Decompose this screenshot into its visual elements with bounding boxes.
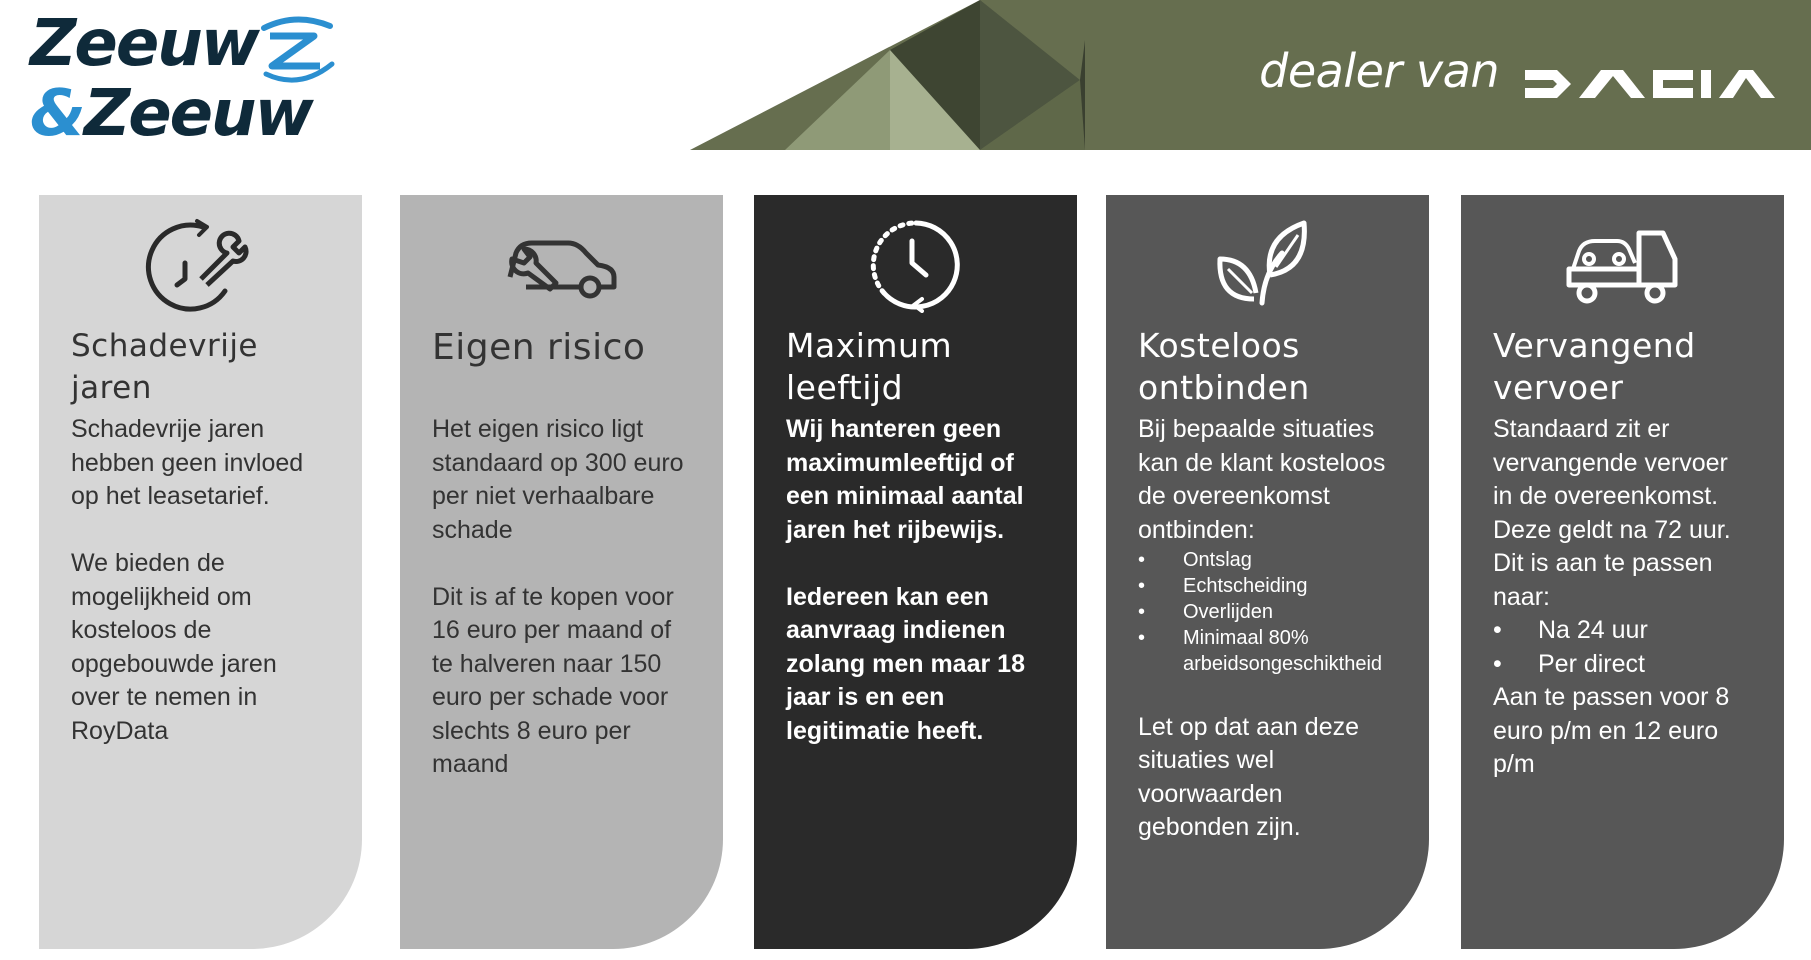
card-maximum-leeftijd (754, 195, 1077, 949)
logo-line1: Zeeuw (30, 7, 258, 81)
dealer-banner (690, 0, 1811, 150)
card-eigen-risico (400, 195, 723, 949)
card-body: Het eigen risico ligt standaard op 300 euro per niet verhaalbare schade Dit is af te kopen voor 16 euro per maand of te halveren naar 150 euro per schade voor slechts 8 euro per maand (432, 415, 684, 778)
list-item: • Na 24 uur (1493, 614, 1766, 648)
card-title: Maximum leeftijd (786, 326, 953, 407)
list-item: • Per direct (1493, 648, 1766, 682)
tow-truck-icon (1563, 213, 1683, 313)
card-schadevrije-jaren (39, 195, 362, 949)
card-title: Vervangend vervoer (1493, 326, 1696, 407)
leaves-icon (1208, 213, 1328, 313)
list-item: • Overlijden (1138, 599, 1411, 625)
clock-wrench-icon (141, 213, 261, 313)
card-body: Standaard zit er vervangende vervoer in de overeenkomst. Deze geldt na 72 uur. Dit is aan te passen naar: • Na 24 uur • Per direct Aan te passen voor 8 euro p/m en 12 euro p/m (1493, 413, 1766, 782)
bullet-list (1138, 547, 1411, 677)
card-body: Bij bepaalde situaties kan de klant kosteloos de overeenkomst ontbinden: • Ontslag • Echtscheiding • Overlijden • Minimaal 80% arbeidsongeschiktheid Let op dat aan deze situaties wel voorwaarden gebonden zijn. (1138, 413, 1411, 845)
card-title: Schadevrije jaren (71, 328, 259, 406)
list-item: • Echtscheiding (1138, 573, 1411, 599)
dacia-logo[interactable] (1525, 66, 1775, 102)
z-swoosh-icon (256, 14, 336, 84)
card-body: Wij hanteren geen maximumleeftijd of een minimaal aantal jaren het rijbewijs. Iedereen kan een aanvraag indienen zolang men maar 18 jaar is en een legitimatie heeft. (786, 415, 1025, 745)
card-body: Schadevrije jaren hebben geen invloed op het leasetarief. We bieden de mogelijkheid om kosteloos de opgebouwde jaren over te nemen in RoyData (71, 415, 304, 745)
card-kosteloos-ontbinden (1106, 195, 1429, 949)
dealer-van-text: dealer van (1259, 44, 1499, 98)
bullet-list (1493, 614, 1766, 681)
logo-line2: &Zeeuw (30, 77, 312, 151)
card-title: Eigen risico (432, 327, 646, 368)
stopwatch-icon (856, 213, 976, 313)
card-title: Kosteloos ontbinden (1138, 326, 1310, 407)
zeeuw-zeeuw-logo[interactable] (30, 7, 330, 151)
list-item: • Minimaal 80% arbeidsongeschiktheid (1138, 625, 1411, 677)
card-vervangend-vervoer (1461, 195, 1784, 949)
list-item: • Ontslag (1138, 547, 1411, 573)
car-wrench-icon (502, 213, 622, 313)
